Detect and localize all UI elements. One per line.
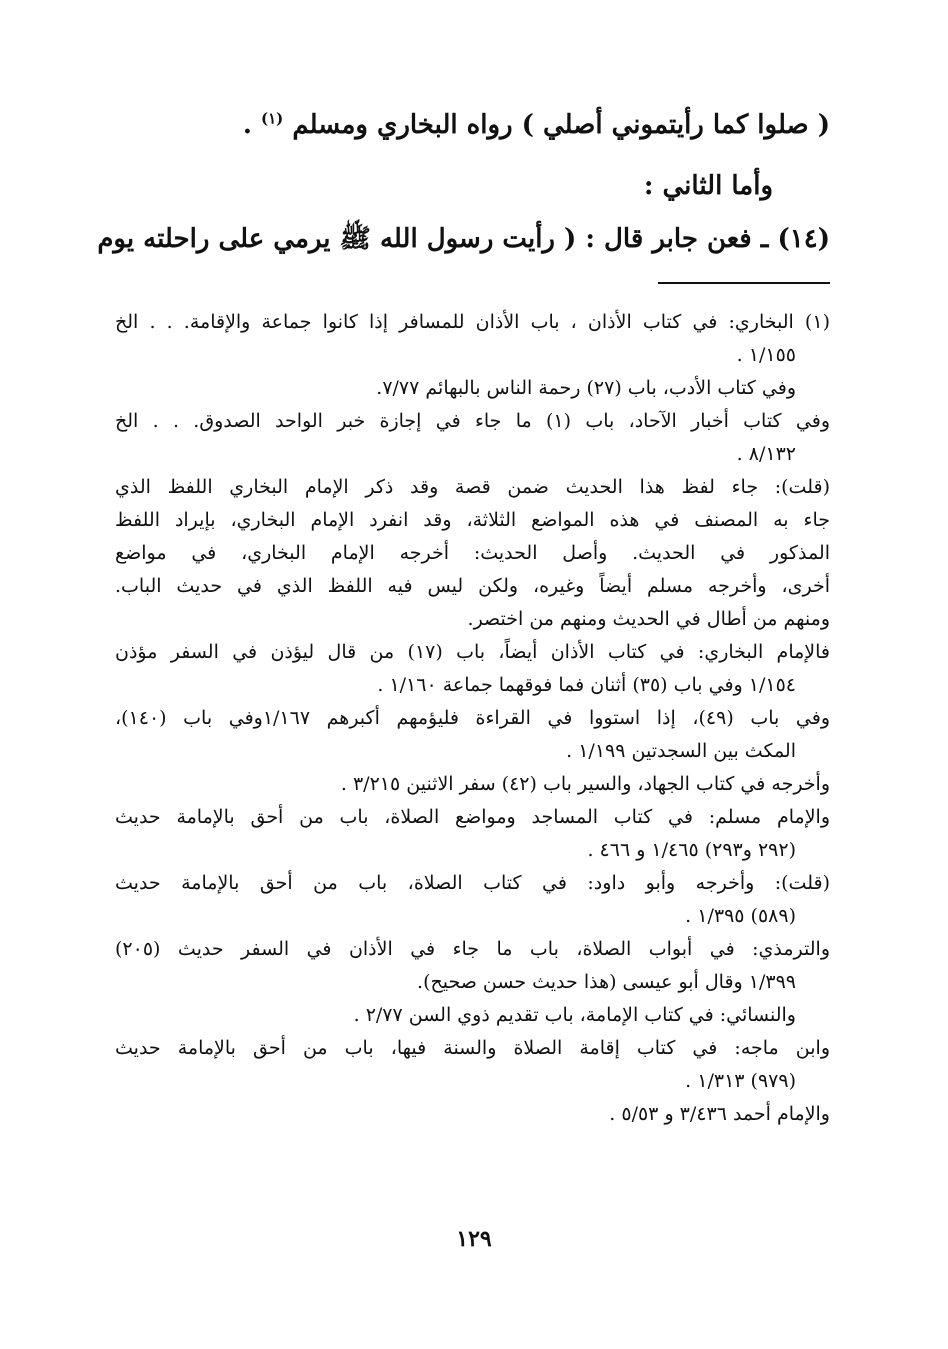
footnote-line: (٩٧٩) ١/٣١٣ . <box>685 1070 796 1092</box>
footnote-line: (قلت): جاء لفظ هذا الحديث ضمن قصة وقد ذكر الإمام البخاري اللفظ الذي <box>115 476 830 498</box>
footnote-line: أخرى، وأخرجه مسلم أيضاً وغيره، ولكن ليس فيه اللفظ الذي في حديث الباب. <box>115 575 830 597</box>
main-text-fragment: ( صلوا كما رأيتموني أصلي ) رواه البخاري ومسلم <box>292 110 830 140</box>
footnote-line: (٢٩٢ و٢٩٣) ١/٤٦٥ و ٤٦٦ . <box>587 839 796 861</box>
footnote-line: ومنهم من أطال في الحديث ومنهم من اختصر. <box>467 608 830 630</box>
main-text-line <box>130 96 830 154</box>
footnote-line: جاء به المصنف في هذه المواضع الثلاثة، وقد انفرد الإمام البخاري، بإيراد اللفظ <box>115 509 830 531</box>
footnote-line: وفي كتاب الأدب، باب (٢٧) رحمة الناس بالبهائم ٧/٧٧. <box>376 377 796 399</box>
footnote-line: وفي باب (٤٩)، إذا استووا في القراءة فليؤمهم أكبرهم ١/١٦٧وفي باب (١٤٠)، <box>115 707 830 729</box>
footnote-line: والنسائي: في كتاب الإمامة، باب تقديم ذوي السن ٢/٧٧ . <box>353 1004 796 1026</box>
footnote-line: (٥٨٩) ١/٣٩٥ . <box>685 905 796 927</box>
footnotes-block <box>115 306 830 1131</box>
main-text-line: وأما الثاني : <box>643 171 773 201</box>
footnote-line: المذكور في الحديث. وأصل الحديث: أخرجه الإمام البخاري، في مواضع <box>115 542 830 564</box>
page-number: ١٢٩ <box>456 1226 492 1252</box>
main-text-line: (١٤) ـ فعن جابر قال : ( رأيت رسول الله ﷺ يرمي على راحلته يوم <box>97 224 830 254</box>
footnote-line: ١/٣٩٩ وقال أبو عيسى (هذا حديث حسن صحيح). <box>417 971 796 993</box>
footnote-line: وأخرجه في كتاب الجهاد، والسير باب (٤٢) سفر الاثنين ٣/٢١٥ . <box>340 773 830 795</box>
footnote-line: ١/١٥٤ وفي باب (٣٥) أثنان فما فوقهما جماعة ١/١٦٠ . <box>377 674 796 696</box>
footnote-line: ٨/١٣٢ . <box>736 443 796 465</box>
footnote-separator <box>658 282 830 284</box>
footnote-marker: (١) <box>261 109 284 128</box>
main-text-fragment: . <box>242 110 261 140</box>
footnote-line: المكث بين السجدتين ١/١٩٩ . <box>566 740 796 762</box>
footnote-line: والإمام مسلم: في كتاب المساجد ومواضع الصلاة، باب من أحق بالإمامة حديث <box>115 806 830 828</box>
footnote-line: (١) البخاري: في كتاب الأذان ، باب الأذان للمسافر إذا كانوا جماعة والإقامة. . . الخ <box>115 311 830 333</box>
footnote-line: وفي كتاب أخبار الآحاد، باب (١) ما جاء في إجازة خبر الواحد الصدوق. . . الخ <box>115 410 830 432</box>
footnote-line: (قلت): وأخرجه وأبو داود: في كتاب الصلاة، باب من أحق بالإمامة حديث <box>115 872 830 894</box>
footnote-line: فالإمام البخاري: في كتاب الأذان أيضاً، باب (١٧) من قال ليؤذن في السفر مؤذن <box>115 641 830 663</box>
footnote-line: والترمذي: في أبواب الصلاة، باب ما جاء في الأذان في السفر حديث (٢٠٥) <box>115 938 830 960</box>
footnote-line: والإمام أحمد ٣/٤٣٦ و ٥/٥٣ . <box>609 1103 830 1125</box>
footnote-line: وابن ماجه: في كتاب إقامة الصلاة والسنة فيها، باب من أحق بالإمامة حديث <box>115 1037 830 1059</box>
footnote-line: ١/١٥٥ . <box>736 344 796 366</box>
